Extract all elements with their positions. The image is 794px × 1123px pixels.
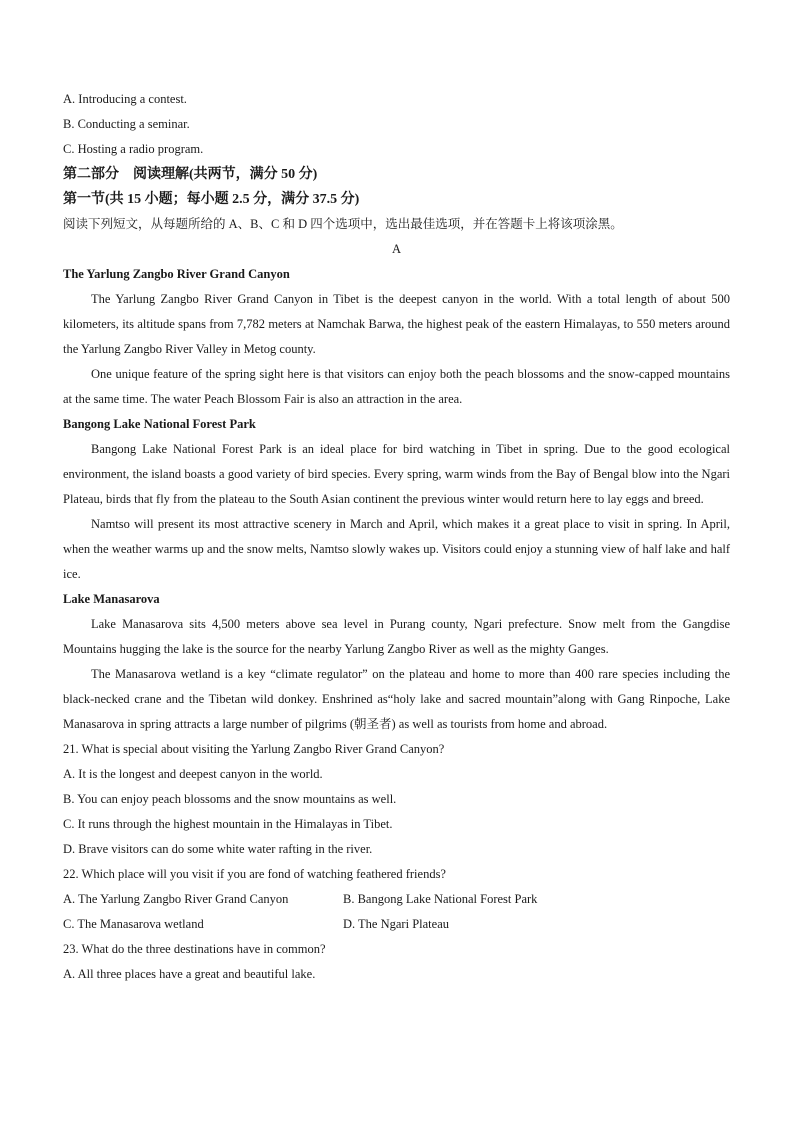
q22-option-a: A. The Yarlung Zangbo River Grand Canyon bbox=[63, 892, 289, 906]
passage-label: A bbox=[391, 242, 402, 256]
q22-option-d: D. The Ngari Plateau bbox=[343, 917, 449, 931]
exam-page bbox=[63, 87, 730, 987]
q22-options-row-2 bbox=[63, 912, 730, 937]
part-heading: 第二部分 阅读理解(共两节，满分 50 分) bbox=[63, 167, 318, 182]
option-b: B. Conducting a seminar. bbox=[63, 117, 190, 131]
q22-option-b: B. Bangong Lake National Forest Park bbox=[343, 892, 538, 906]
section-title-manasarova: Lake Manasarova bbox=[63, 592, 160, 606]
section-title-yarlung: The Yarlung Zangbo River Grand Canyon bbox=[63, 267, 290, 281]
q21-option-b: B. You can enjoy peach blossoms and the snow mountains as well. bbox=[63, 792, 397, 806]
question-21-stem: 21. What is special about visiting the Yarlung Zangbo River Grand Canyon? bbox=[63, 742, 445, 756]
instruction: 阅读下列短文，从每题所给的 A、B、C 和 D 四个选项中，选出最佳选项，并在答题卡上将该项涂黑。 bbox=[63, 217, 623, 231]
q23-option-a: A. All three places have a great and beautiful lake. bbox=[63, 967, 316, 981]
q21-option-c: C. It runs through the highest mountain in the Himalayas in Tibet. bbox=[63, 817, 393, 831]
q22-option-c: C. The Manasarova wetland bbox=[63, 917, 204, 931]
paragraph: The Manasarova wetland is a key “climate regulator” on the plateau and home to more than 400 rare species including the black-necked crane and the Tibetan wild donkey. Enshrined as“holy lake and sacred mountain”along with Gang Rinpoche, Lake Manasarova in spring attracts a large number of pilgrims (朝圣者) as well as tourists from home and abroad. bbox=[63, 667, 730, 731]
question-23-stem: 23. What do the three destinations have in common? bbox=[63, 942, 326, 956]
q22-options-row-1 bbox=[63, 887, 730, 912]
q21-option-a: A. It is the longest and deepest canyon in the world. bbox=[63, 767, 323, 781]
paragraph: Lake Manasarova sits 4,500 meters above sea level in Purang county, Ngari prefecture. Snow melt from the Gangdise Mountains hugging the lake is the source for the nearby Yarlung Zangbo River as well as the mighty Ganges. bbox=[63, 617, 730, 656]
paragraph: One unique feature of the spring sight here is that visitors can enjoy both the peach blossoms and the snow-capped mountains at the same time. The water Peach Blossom Fair is also an attraction in the area. bbox=[63, 367, 730, 406]
section-title-bangong: Bangong Lake National Forest Park bbox=[63, 417, 256, 431]
paragraph: The Yarlung Zangbo River Grand Canyon in Tibet is the deepest canyon in the world. With a total length of about 500 kilometers, its altitude spans from 7,782 meters at Namchak Barwa, the highest peak of the eastern Himalayas, to 550 meters around the Yarlung Zangbo River Valley in Metog county. bbox=[63, 292, 730, 356]
option-a: A. Introducing a contest. bbox=[63, 92, 187, 106]
paragraph: Bangong Lake National Forest Park is an ideal place for bird watching in Tibet in spring. Due to the good ecological environment, the island boasts a good variety of bird species. Every spring, warm winds from the Bay of Bengal blow into the Ngari Plateau, birds that fly from the plateau to the South Asian continent the previous winter would return here to lay eggs and breed. bbox=[63, 442, 730, 506]
q21-option-d: D. Brave visitors can do some white water rafting in the river. bbox=[63, 842, 373, 856]
option-c: C. Hosting a radio program. bbox=[63, 142, 204, 156]
section-heading: 第一节(共 15 小题；每小题 2.5 分，满分 37.5 分) bbox=[63, 192, 360, 207]
question-22-stem: 22. Which place will you visit if you are fond of watching feathered friends? bbox=[63, 867, 446, 881]
paragraph: Namtso will present its most attractive scenery in March and April, which makes it a great place to visit in spring. In April, when the weather warms up and the snow melts, Namtso slowly wakes up. Visitors could enjoy a stunning view of half lake and half ice. bbox=[63, 517, 730, 581]
